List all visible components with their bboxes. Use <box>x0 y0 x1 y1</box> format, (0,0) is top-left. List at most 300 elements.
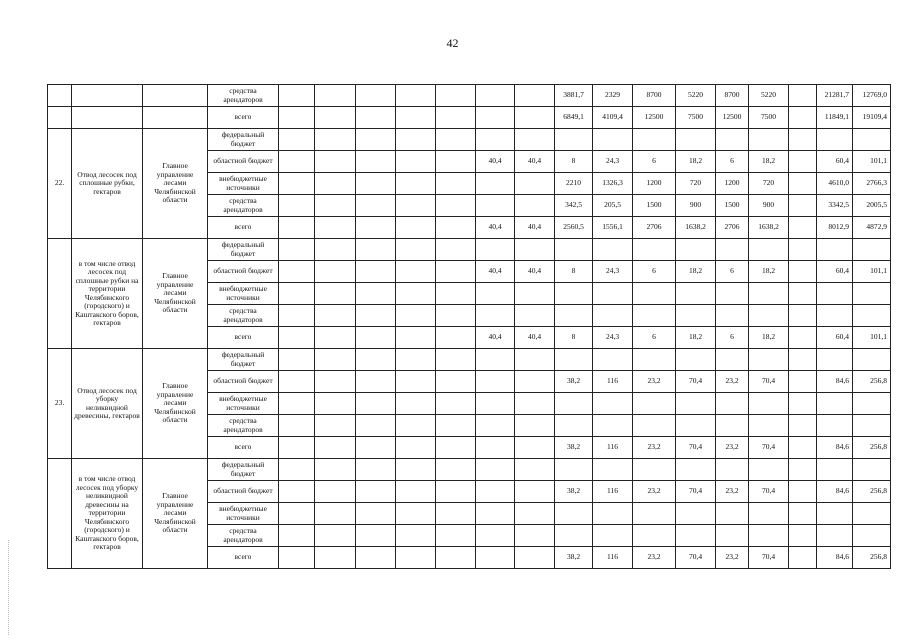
empty-cell <box>436 283 476 305</box>
value-cell: 40,4 <box>476 217 515 239</box>
value-cell <box>676 305 716 327</box>
value-cell <box>633 305 676 327</box>
empty-cell <box>356 261 396 283</box>
value-cell <box>476 173 515 195</box>
empty-cell <box>315 239 356 261</box>
funding-source-cell: средства арендаторов <box>208 305 279 327</box>
empty-cell <box>396 195 436 217</box>
value-cell <box>515 173 555 195</box>
empty-cell <box>789 85 817 107</box>
value-cell: 21281,7 <box>817 85 853 107</box>
value-cell <box>716 349 749 371</box>
empty-cell <box>279 217 315 239</box>
value-cell <box>515 283 555 305</box>
empty-cell <box>315 371 356 393</box>
value-cell <box>593 503 633 525</box>
value-cell: 84,6 <box>817 371 853 393</box>
funding-source-cell: всего <box>208 327 279 349</box>
empty-cell <box>436 459 476 481</box>
value-cell <box>817 349 853 371</box>
empty-cell <box>356 283 396 305</box>
value-cell: 6 <box>633 261 676 283</box>
value-cell: 2210 <box>555 173 593 195</box>
empty-cell <box>315 151 356 173</box>
value-cell: 2706 <box>633 217 676 239</box>
empty-cell <box>436 437 476 459</box>
value-cell <box>476 239 515 261</box>
value-cell <box>716 283 749 305</box>
value-cell <box>555 415 593 437</box>
funding-source-cell: средства арендаторов <box>208 195 279 217</box>
empty-cell <box>356 85 396 107</box>
empty-cell <box>789 195 817 217</box>
value-cell: 2560,5 <box>555 217 593 239</box>
empty-cell <box>789 173 817 195</box>
value-cell <box>676 415 716 437</box>
value-cell <box>676 393 716 415</box>
value-cell <box>476 503 515 525</box>
value-cell: 23,2 <box>716 437 749 459</box>
empty-cell <box>436 173 476 195</box>
value-cell <box>749 349 789 371</box>
empty-cell <box>396 129 436 151</box>
measure-name-cell: Отвод лесосек под сплошные рубки, гектаров <box>72 129 143 239</box>
value-cell <box>515 481 555 503</box>
empty-cell <box>789 503 817 525</box>
empty-cell <box>279 107 315 129</box>
value-cell <box>853 305 891 327</box>
empty-cell <box>789 283 817 305</box>
value-cell: 205,5 <box>593 195 633 217</box>
value-cell <box>749 239 789 261</box>
value-cell <box>555 503 593 525</box>
value-cell: 900 <box>749 195 789 217</box>
value-cell <box>749 415 789 437</box>
value-cell: 1638,2 <box>749 217 789 239</box>
empty-cell <box>396 371 436 393</box>
value-cell: 70,4 <box>749 481 789 503</box>
value-cell: 256,8 <box>853 547 891 569</box>
value-cell: 8 <box>555 327 593 349</box>
value-cell <box>853 525 891 547</box>
empty-cell <box>436 107 476 129</box>
empty-cell <box>436 129 476 151</box>
value-cell: 900 <box>676 195 716 217</box>
value-cell: 2005,5 <box>853 195 891 217</box>
value-cell: 70,4 <box>749 437 789 459</box>
value-cell <box>555 525 593 547</box>
value-cell <box>515 85 555 107</box>
value-cell <box>853 349 891 371</box>
empty-cell <box>356 437 396 459</box>
empty-cell <box>396 151 436 173</box>
value-cell: 116 <box>593 371 633 393</box>
value-cell <box>676 349 716 371</box>
empty-cell <box>279 349 315 371</box>
value-cell: 40,4 <box>515 261 555 283</box>
empty-cell <box>789 481 817 503</box>
row-number-cell <box>48 239 72 349</box>
table-body <box>48 85 891 569</box>
value-cell <box>817 415 853 437</box>
value-cell <box>817 393 853 415</box>
value-cell: 342,5 <box>555 195 593 217</box>
value-cell <box>817 459 853 481</box>
value-cell <box>853 129 891 151</box>
funding-source-cell: внебюджетные источники <box>208 393 279 415</box>
value-cell <box>716 415 749 437</box>
value-cell <box>633 393 676 415</box>
value-cell <box>515 349 555 371</box>
value-cell: 116 <box>593 481 633 503</box>
empty-cell <box>315 547 356 569</box>
funding-source-cell: федеральный бюджет <box>208 349 279 371</box>
empty-cell <box>279 327 315 349</box>
empty-cell <box>279 261 315 283</box>
empty-cell <box>436 305 476 327</box>
value-cell <box>476 349 515 371</box>
value-cell: 1200 <box>633 173 676 195</box>
value-cell <box>633 415 676 437</box>
empty-cell <box>356 503 396 525</box>
value-cell <box>593 239 633 261</box>
value-cell <box>633 349 676 371</box>
empty-cell <box>315 393 356 415</box>
value-cell: 7500 <box>749 107 789 129</box>
value-cell <box>515 239 555 261</box>
funding-source-cell: всего <box>208 437 279 459</box>
empty-cell <box>356 195 396 217</box>
value-cell: 256,8 <box>853 437 891 459</box>
value-cell <box>476 437 515 459</box>
value-cell: 38,2 <box>555 437 593 459</box>
value-cell: 4610,0 <box>817 173 853 195</box>
value-cell <box>676 503 716 525</box>
value-cell <box>555 283 593 305</box>
empty-cell <box>356 481 396 503</box>
funding-source-cell: всего <box>208 107 279 129</box>
value-cell: 12500 <box>716 107 749 129</box>
executor-cell: Главное управление лесами Челябинской области <box>143 239 208 349</box>
value-cell: 40,4 <box>515 151 555 173</box>
value-cell: 116 <box>593 547 633 569</box>
value-cell <box>593 349 633 371</box>
empty-cell <box>396 393 436 415</box>
value-cell: 23,2 <box>633 371 676 393</box>
value-cell: 40,4 <box>476 327 515 349</box>
empty-cell <box>396 349 436 371</box>
value-cell: 23,2 <box>633 437 676 459</box>
empty-cell <box>315 305 356 327</box>
value-cell: 70,4 <box>749 371 789 393</box>
value-cell <box>476 415 515 437</box>
executor-cell <box>143 85 208 107</box>
value-cell: 18,2 <box>676 327 716 349</box>
empty-cell <box>356 239 396 261</box>
value-cell: 23,2 <box>716 371 749 393</box>
value-cell <box>749 393 789 415</box>
value-cell: 18,2 <box>749 327 789 349</box>
value-cell: 720 <box>676 173 716 195</box>
empty-cell <box>279 371 315 393</box>
empty-cell <box>789 415 817 437</box>
value-cell <box>749 283 789 305</box>
value-cell <box>593 393 633 415</box>
empty-cell <box>279 525 315 547</box>
value-cell <box>555 459 593 481</box>
empty-cell <box>436 481 476 503</box>
value-cell <box>476 305 515 327</box>
executor-cell: Главное управление лесами Челябинской области <box>143 349 208 459</box>
measure-name-cell: Отвод лесосек под уборку неликвидной древесины, гектаров <box>72 349 143 459</box>
value-cell <box>749 503 789 525</box>
empty-cell <box>356 459 396 481</box>
value-cell <box>716 525 749 547</box>
empty-cell <box>396 481 436 503</box>
value-cell: 4109,4 <box>593 107 633 129</box>
value-cell <box>515 107 555 129</box>
funding-source-cell: областной бюджет <box>208 151 279 173</box>
value-cell: 23,2 <box>716 481 749 503</box>
value-cell: 24,3 <box>593 261 633 283</box>
value-cell <box>515 195 555 217</box>
value-cell <box>515 437 555 459</box>
value-cell: 24,3 <box>593 151 633 173</box>
value-cell: 70,4 <box>676 481 716 503</box>
value-cell <box>633 129 676 151</box>
value-cell <box>515 393 555 415</box>
row-number-cell: 22. <box>48 129 72 239</box>
empty-cell <box>396 85 436 107</box>
empty-cell <box>396 305 436 327</box>
funding-source-cell: средства арендаторов <box>208 85 279 107</box>
empty-cell <box>356 327 396 349</box>
empty-cell <box>396 217 436 239</box>
value-cell: 70,4 <box>676 547 716 569</box>
row-number-cell <box>48 459 72 569</box>
value-cell <box>593 305 633 327</box>
empty-cell <box>436 151 476 173</box>
empty-cell <box>315 85 356 107</box>
value-cell <box>853 283 891 305</box>
value-cell <box>633 459 676 481</box>
value-cell: 12769,0 <box>853 85 891 107</box>
value-cell <box>853 415 891 437</box>
empty-cell <box>279 415 315 437</box>
funding-source-cell: внебюджетные источники <box>208 173 279 195</box>
value-cell <box>476 547 515 569</box>
empty-cell <box>789 107 817 129</box>
value-cell <box>555 239 593 261</box>
empty-cell <box>396 283 436 305</box>
value-cell <box>633 503 676 525</box>
empty-cell <box>789 261 817 283</box>
value-cell: 19109,4 <box>853 107 891 129</box>
empty-cell <box>789 239 817 261</box>
empty-cell <box>789 217 817 239</box>
value-cell: 6849,1 <box>555 107 593 129</box>
value-cell: 101,1 <box>853 327 891 349</box>
value-cell: 6 <box>633 151 676 173</box>
table-row <box>48 459 891 481</box>
value-cell <box>716 459 749 481</box>
empty-cell <box>315 525 356 547</box>
value-cell <box>593 525 633 547</box>
empty-cell <box>436 503 476 525</box>
empty-cell <box>356 547 396 569</box>
empty-cell <box>396 547 436 569</box>
empty-cell <box>436 393 476 415</box>
empty-cell <box>356 107 396 129</box>
value-cell: 1638,2 <box>676 217 716 239</box>
value-cell <box>676 525 716 547</box>
empty-cell <box>356 129 396 151</box>
empty-cell <box>315 173 356 195</box>
empty-cell <box>396 261 436 283</box>
empty-cell <box>279 283 315 305</box>
value-cell: 8012,9 <box>817 217 853 239</box>
value-cell <box>749 305 789 327</box>
value-cell: 84,6 <box>817 481 853 503</box>
value-cell: 2706 <box>716 217 749 239</box>
value-cell: 84,6 <box>817 437 853 459</box>
value-cell: 11849,1 <box>817 107 853 129</box>
value-cell: 116 <box>593 437 633 459</box>
empty-cell <box>789 305 817 327</box>
funding-source-cell: федеральный бюджет <box>208 239 279 261</box>
empty-cell <box>789 547 817 569</box>
value-cell <box>676 283 716 305</box>
value-cell <box>476 459 515 481</box>
empty-cell <box>789 437 817 459</box>
value-cell <box>476 107 515 129</box>
empty-cell <box>315 107 356 129</box>
executor-cell: Главное управление лесами Челябинской области <box>143 459 208 569</box>
value-cell <box>476 371 515 393</box>
value-cell <box>476 129 515 151</box>
value-cell <box>515 305 555 327</box>
measure-name-cell <box>72 85 143 107</box>
value-cell: 1326,3 <box>593 173 633 195</box>
value-cell: 84,6 <box>817 547 853 569</box>
value-cell: 5220 <box>676 85 716 107</box>
empty-cell <box>315 481 356 503</box>
value-cell: 5220 <box>749 85 789 107</box>
table-row <box>48 129 891 151</box>
empty-cell <box>356 371 396 393</box>
value-cell <box>817 525 853 547</box>
value-cell <box>515 503 555 525</box>
value-cell <box>716 305 749 327</box>
value-cell <box>716 239 749 261</box>
funding-source-cell: федеральный бюджет <box>208 129 279 151</box>
empty-cell <box>279 173 315 195</box>
empty-cell <box>315 327 356 349</box>
funding-source-cell: всего <box>208 547 279 569</box>
empty-cell <box>436 327 476 349</box>
empty-cell <box>315 415 356 437</box>
value-cell <box>716 503 749 525</box>
value-cell: 2766,3 <box>853 173 891 195</box>
empty-cell <box>279 393 315 415</box>
empty-cell <box>789 459 817 481</box>
empty-cell <box>396 459 436 481</box>
value-cell: 1200 <box>716 173 749 195</box>
funding-source-cell: внебюджетные источники <box>208 283 279 305</box>
value-cell <box>476 393 515 415</box>
value-cell <box>633 239 676 261</box>
empty-cell <box>396 503 436 525</box>
value-cell <box>853 393 891 415</box>
value-cell <box>515 415 555 437</box>
value-cell: 18,2 <box>676 151 716 173</box>
value-cell: 38,2 <box>555 481 593 503</box>
funding-source-cell: всего <box>208 217 279 239</box>
table-row <box>48 349 891 371</box>
value-cell: 70,4 <box>676 371 716 393</box>
empty-cell <box>396 437 436 459</box>
empty-cell <box>315 195 356 217</box>
value-cell: 256,8 <box>853 371 891 393</box>
value-cell <box>555 305 593 327</box>
table-row <box>48 239 891 261</box>
value-cell: 60,4 <box>817 327 853 349</box>
empty-cell <box>396 173 436 195</box>
value-cell <box>853 239 891 261</box>
empty-cell <box>356 151 396 173</box>
empty-cell <box>356 173 396 195</box>
value-cell: 2329 <box>593 85 633 107</box>
value-cell <box>676 129 716 151</box>
executor-cell <box>143 107 208 129</box>
empty-cell <box>436 547 476 569</box>
empty-cell <box>279 459 315 481</box>
value-cell <box>817 239 853 261</box>
value-cell <box>555 129 593 151</box>
empty-cell <box>436 217 476 239</box>
empty-cell <box>436 195 476 217</box>
value-cell: 720 <box>749 173 789 195</box>
empty-cell <box>436 371 476 393</box>
empty-cell <box>396 415 436 437</box>
value-cell: 60,4 <box>817 261 853 283</box>
value-cell: 70,4 <box>749 547 789 569</box>
empty-cell <box>279 481 315 503</box>
empty-cell <box>279 239 315 261</box>
value-cell <box>476 283 515 305</box>
empty-cell <box>315 129 356 151</box>
empty-cell <box>315 349 356 371</box>
funding-source-cell: областной бюджет <box>208 261 279 283</box>
value-cell: 24,3 <box>593 327 633 349</box>
measure-name-cell: в том числе отвод лесосек под сплошные рубки на территории Челябинского (городского) и Каштакского боров, гектаров <box>72 239 143 349</box>
value-cell <box>716 129 749 151</box>
empty-cell <box>789 393 817 415</box>
empty-cell <box>279 503 315 525</box>
empty-cell <box>356 217 396 239</box>
value-cell: 18,2 <box>749 261 789 283</box>
empty-cell <box>436 239 476 261</box>
empty-cell <box>789 349 817 371</box>
funding-source-cell: областной бюджет <box>208 481 279 503</box>
empty-cell <box>356 525 396 547</box>
empty-cell <box>436 525 476 547</box>
program-table <box>47 84 891 569</box>
value-cell <box>817 503 853 525</box>
table-row <box>48 107 891 129</box>
value-cell: 1556,1 <box>593 217 633 239</box>
value-cell <box>716 393 749 415</box>
